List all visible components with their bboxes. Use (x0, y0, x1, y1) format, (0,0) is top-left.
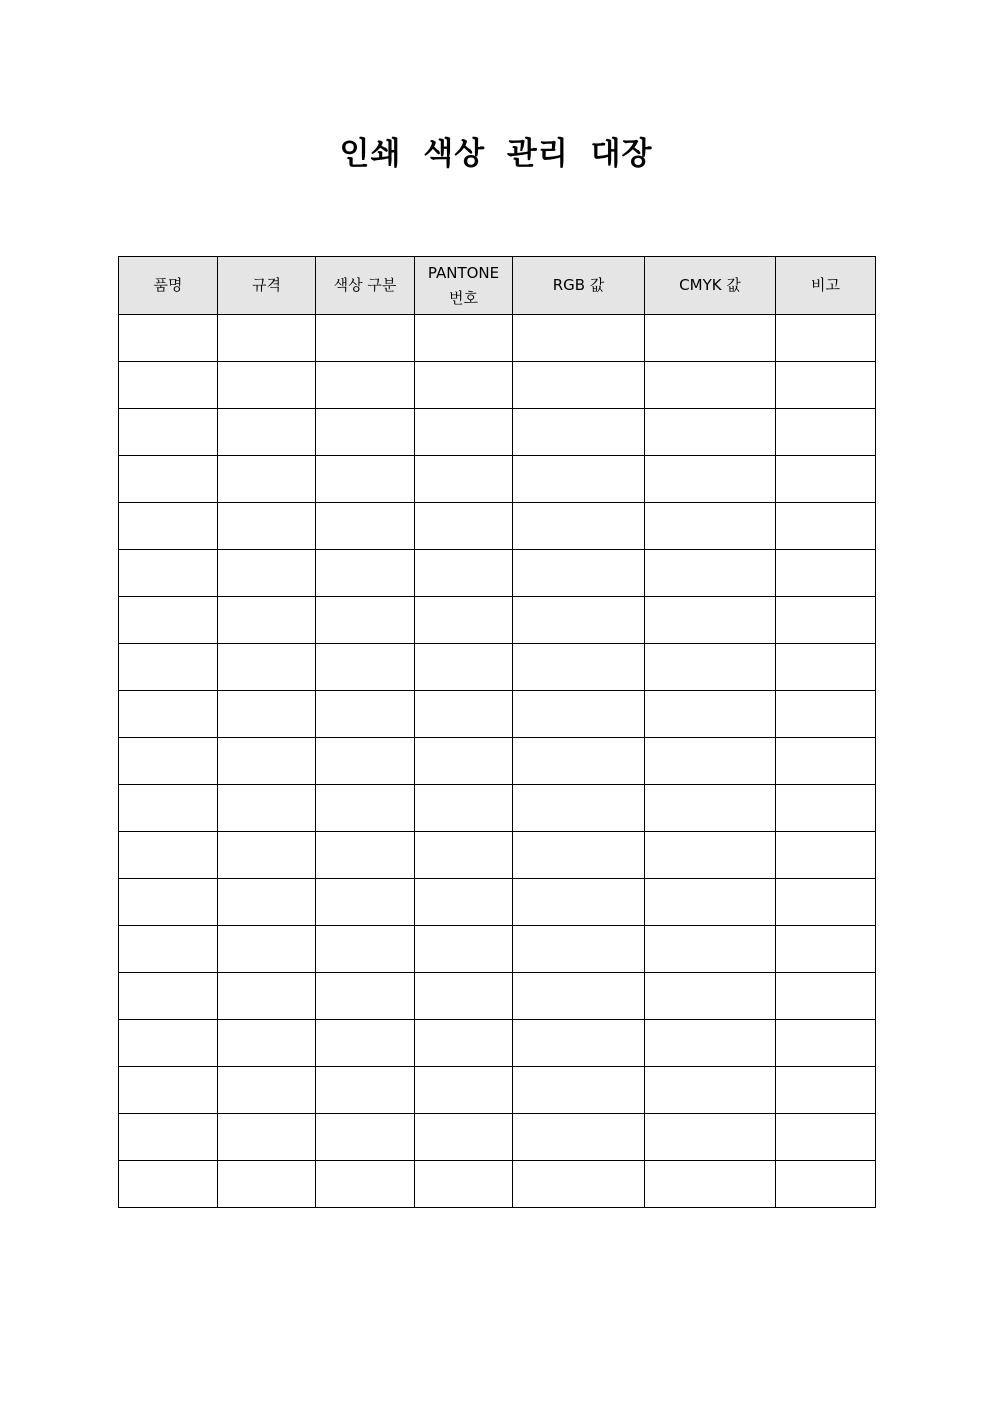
header-label: 비고 (811, 276, 840, 294)
table-cell-remarks[interactable] (776, 1114, 876, 1161)
table-cell-cmyk-value[interactable] (645, 644, 776, 691)
table-header (119, 257, 876, 315)
table-row (119, 597, 876, 644)
table-cell-item-name[interactable] (119, 691, 218, 738)
table-cell-rgb-value[interactable] (513, 738, 645, 785)
header-label: 색상 구분 (333, 276, 397, 294)
table-cell-remarks[interactable] (776, 456, 876, 503)
header-label: 번호 (449, 288, 478, 307)
table-cell-item-name[interactable] (119, 1161, 218, 1208)
table-cell-rgb-value[interactable] (513, 503, 645, 550)
table-cell-color-category[interactable] (316, 456, 415, 503)
header-row (119, 257, 876, 315)
table-cell-color-category[interactable] (316, 879, 415, 926)
header-label: 품명 (153, 276, 183, 294)
table-cell-specification[interactable] (218, 1067, 316, 1114)
table-cell-item-name[interactable] (119, 738, 218, 785)
table-cell-specification[interactable] (218, 738, 316, 785)
table-cell-color-category[interactable] (316, 1114, 415, 1161)
table-cell-color-category[interactable] (316, 550, 415, 597)
table-cell-item-name[interactable] (119, 785, 218, 832)
table-row (119, 409, 876, 456)
table-cell-pantone-number[interactable] (415, 315, 513, 362)
table-cell-rgb-value[interactable] (513, 1161, 645, 1208)
table-cell-remarks[interactable] (776, 644, 876, 691)
table-cell-item-name[interactable] (119, 315, 218, 362)
table-cell-color-category[interactable] (316, 1020, 415, 1067)
table-cell-remarks[interactable] (776, 691, 876, 738)
table-cell-cmyk-value[interactable] (645, 503, 776, 550)
table-cell-color-category[interactable] (316, 503, 415, 550)
table-cell-remarks[interactable] (776, 785, 876, 832)
header-label: PANTONE (427, 263, 500, 282)
header-cell-pantone-number (415, 257, 513, 315)
table-cell-pantone-number[interactable] (415, 1114, 513, 1161)
header-label: 규격 (252, 276, 281, 294)
table-cell-remarks[interactable] (776, 926, 876, 973)
header-cell-remarks (776, 257, 876, 315)
table-cell-color-category[interactable] (316, 315, 415, 362)
header-label: RGB 값 (552, 276, 605, 294)
table-cell-pantone-number[interactable] (415, 1161, 513, 1208)
table-row (119, 926, 876, 973)
table-cell-remarks[interactable] (776, 1161, 876, 1208)
table-cell-rgb-value[interactable] (513, 691, 645, 738)
table-cell-cmyk-value[interactable] (645, 456, 776, 503)
table-cell-rgb-value[interactable] (513, 597, 645, 644)
table-cell-item-name[interactable] (119, 973, 218, 1020)
table-cell-remarks[interactable] (776, 597, 876, 644)
table-cell-rgb-value[interactable] (513, 456, 645, 503)
table-row (119, 785, 876, 832)
table-cell-specification[interactable] (218, 785, 316, 832)
table-cell-cmyk-value[interactable] (645, 315, 776, 362)
table-cell-remarks[interactable] (776, 973, 876, 1020)
table-cell-pantone-number[interactable] (415, 832, 513, 879)
table-cell-remarks[interactable] (776, 409, 876, 456)
table-cell-rgb-value[interactable] (513, 644, 645, 691)
table-cell-item-name[interactable] (119, 926, 218, 973)
table-cell-cmyk-value[interactable] (645, 738, 776, 785)
table-cell-remarks[interactable] (776, 315, 876, 362)
table-cell-specification[interactable] (218, 1161, 316, 1208)
table-cell-item-name[interactable] (119, 456, 218, 503)
table-cell-pantone-number[interactable] (415, 973, 513, 1020)
table-cell-cmyk-value[interactable] (645, 926, 776, 973)
table-cell-cmyk-value[interactable] (645, 1161, 776, 1208)
table-row (119, 1020, 876, 1067)
table-body (119, 315, 876, 1208)
table-cell-color-category[interactable] (316, 1161, 415, 1208)
table-row (119, 1067, 876, 1114)
table-cell-cmyk-value[interactable] (645, 409, 776, 456)
table-cell-pantone-number[interactable] (415, 597, 513, 644)
table-row (119, 550, 876, 597)
table-cell-specification[interactable] (218, 691, 316, 738)
table-cell-rgb-value[interactable] (513, 315, 645, 362)
table-cell-remarks[interactable] (776, 503, 876, 550)
table-cell-rgb-value[interactable] (513, 1067, 645, 1114)
table-cell-specification[interactable] (218, 832, 316, 879)
table-cell-remarks[interactable] (776, 362, 876, 409)
table-cell-specification[interactable] (218, 456, 316, 503)
table-cell-pantone-number[interactable] (415, 785, 513, 832)
table-cell-specification[interactable] (218, 973, 316, 1020)
table-row (119, 879, 876, 926)
table-cell-item-name[interactable] (119, 1114, 218, 1161)
table-cell-specification[interactable] (218, 644, 316, 691)
table-cell-pantone-number[interactable] (415, 879, 513, 926)
table-cell-color-category[interactable] (316, 926, 415, 973)
table-cell-color-category[interactable] (316, 1067, 415, 1114)
header-cell-rgb-value (513, 257, 645, 315)
table-cell-pantone-number[interactable] (415, 503, 513, 550)
table-cell-specification[interactable] (218, 879, 316, 926)
table-cell-item-name[interactable] (119, 1067, 218, 1114)
table-cell-pantone-number[interactable] (415, 1020, 513, 1067)
table-row (119, 644, 876, 691)
table-cell-cmyk-value[interactable] (645, 550, 776, 597)
table-cell-pantone-number[interactable] (415, 550, 513, 597)
table-cell-rgb-value[interactable] (513, 362, 645, 409)
table-cell-rgb-value[interactable] (513, 550, 645, 597)
table-cell-pantone-number[interactable] (415, 738, 513, 785)
header-cell-cmyk-value (645, 257, 776, 315)
table-cell-cmyk-value[interactable] (645, 879, 776, 926)
table-cell-cmyk-value[interactable] (645, 973, 776, 1020)
table-cell-color-category[interactable] (316, 644, 415, 691)
table-cell-color-category[interactable] (316, 973, 415, 1020)
table-cell-cmyk-value[interactable] (645, 362, 776, 409)
header-cell-item-name (119, 257, 218, 315)
table-row (119, 832, 876, 879)
table-cell-rgb-value[interactable] (513, 1114, 645, 1161)
table-cell-specification[interactable] (218, 550, 316, 597)
header-label: CMYK 값 (679, 276, 741, 294)
table-cell-specification[interactable] (218, 503, 316, 550)
table-cell-rgb-value[interactable] (513, 832, 645, 879)
table-cell-specification[interactable] (218, 315, 316, 362)
table-row (119, 362, 876, 409)
table-cell-pantone-number[interactable] (415, 456, 513, 503)
table-row (119, 738, 876, 785)
table-cell-item-name[interactable] (119, 1020, 218, 1067)
table-cell-rgb-value[interactable] (513, 973, 645, 1020)
table-cell-color-category[interactable] (316, 691, 415, 738)
table-row (119, 691, 876, 738)
table-cell-pantone-number[interactable] (415, 1067, 513, 1114)
table-cell-item-name[interactable] (119, 362, 218, 409)
table-cell-specification[interactable] (218, 362, 316, 409)
table-cell-color-category[interactable] (316, 832, 415, 879)
table-row (119, 503, 876, 550)
table-cell-remarks[interactable] (776, 879, 876, 926)
table-cell-specification[interactable] (218, 1114, 316, 1161)
table-cell-item-name[interactable] (119, 503, 218, 550)
table-cell-pantone-number[interactable] (415, 362, 513, 409)
table-cell-pantone-number[interactable] (415, 926, 513, 973)
table-cell-color-category[interactable] (316, 409, 415, 456)
table-cell-rgb-value[interactable] (513, 879, 645, 926)
table-cell-remarks[interactable] (776, 738, 876, 785)
table-cell-item-name[interactable] (119, 879, 218, 926)
table-cell-cmyk-value[interactable] (645, 1020, 776, 1067)
table-cell-cmyk-value[interactable] (645, 832, 776, 879)
table-cell-specification[interactable] (218, 1020, 316, 1067)
document-title: 인쇄 색상 관리 대장 (339, 136, 653, 172)
table-row (119, 315, 876, 362)
table-cell-cmyk-value[interactable] (645, 691, 776, 738)
table-cell-rgb-value[interactable] (513, 785, 645, 832)
table-cell-remarks[interactable] (776, 550, 876, 597)
color-management-table (118, 256, 876, 1208)
header-cell-specification (218, 257, 316, 315)
table-cell-rgb-value[interactable] (513, 409, 645, 456)
table-cell-color-category[interactable] (316, 597, 415, 644)
table-row (119, 456, 876, 503)
table-cell-cmyk-value[interactable] (645, 1067, 776, 1114)
table-cell-cmyk-value[interactable] (645, 785, 776, 832)
table-cell-specification[interactable] (218, 409, 316, 456)
table-cell-color-category[interactable] (316, 362, 415, 409)
table-cell-rgb-value[interactable] (513, 926, 645, 973)
table-cell-item-name[interactable] (119, 832, 218, 879)
header-cell-color-category (316, 257, 415, 315)
table-cell-item-name[interactable] (119, 409, 218, 456)
table-cell-remarks[interactable] (776, 832, 876, 879)
table-cell-item-name[interactable] (119, 644, 218, 691)
table-row (119, 973, 876, 1020)
table-cell-specification[interactable] (218, 597, 316, 644)
table-cell-remarks[interactable] (776, 1020, 876, 1067)
table-cell-color-category[interactable] (316, 738, 415, 785)
table-cell-pantone-number[interactable] (415, 691, 513, 738)
table-cell-specification[interactable] (218, 926, 316, 973)
table-cell-pantone-number[interactable] (415, 409, 513, 456)
table-cell-cmyk-value[interactable] (645, 1114, 776, 1161)
table-cell-cmyk-value[interactable] (645, 597, 776, 644)
table-cell-item-name[interactable] (119, 550, 218, 597)
table-cell-pantone-number[interactable] (415, 644, 513, 691)
table-row (119, 1114, 876, 1161)
table-row (119, 1161, 876, 1208)
table-cell-color-category[interactable] (316, 785, 415, 832)
table-cell-rgb-value[interactable] (513, 1020, 645, 1067)
table-cell-item-name[interactable] (119, 597, 218, 644)
table-cell-remarks[interactable] (776, 1067, 876, 1114)
